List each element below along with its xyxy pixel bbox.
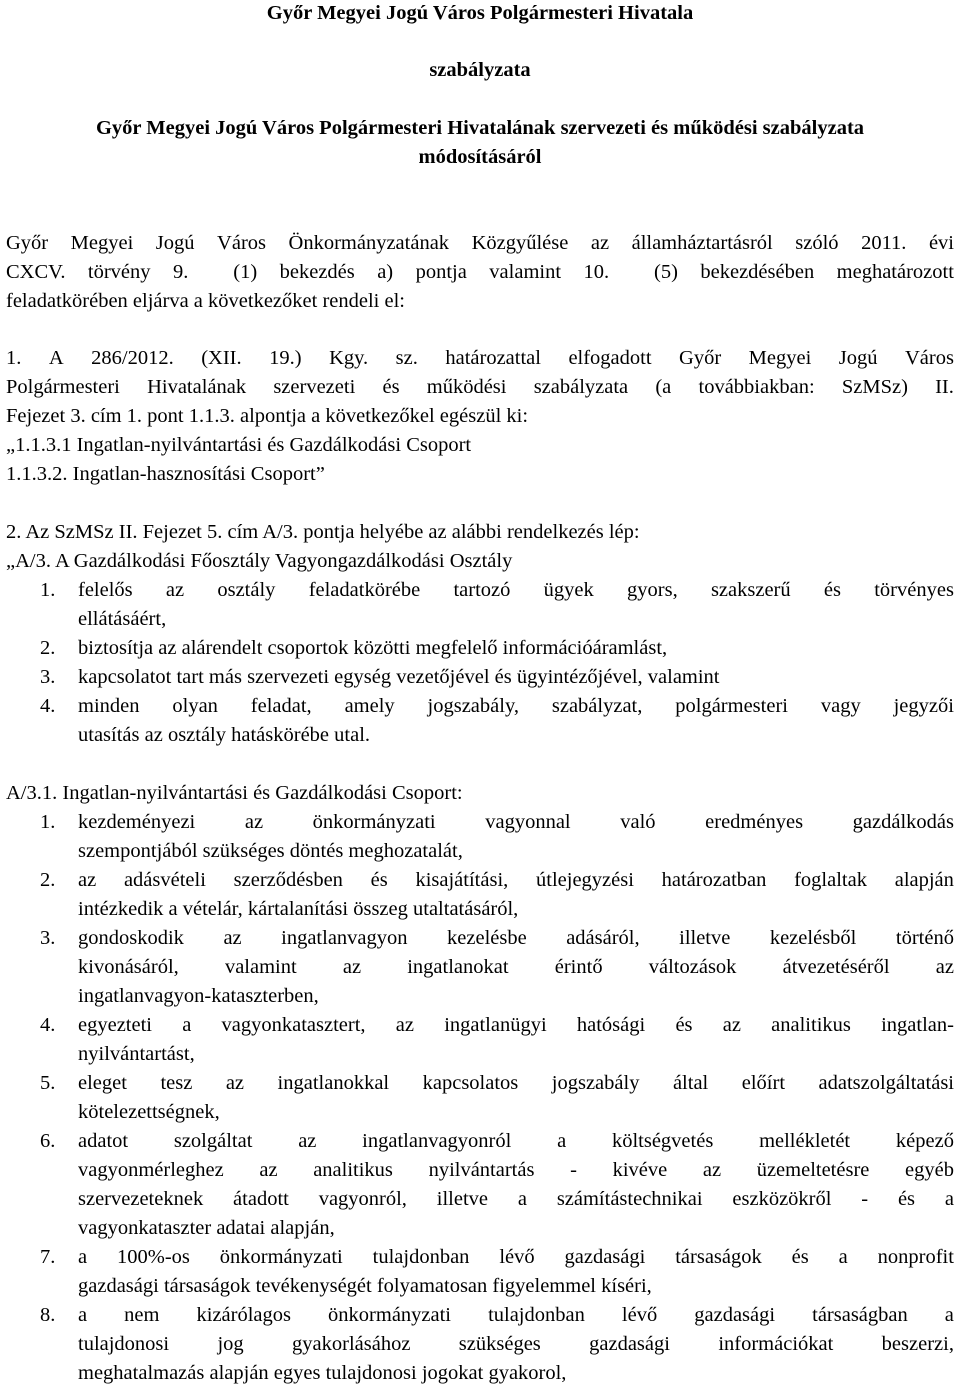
word: tulajdonosi bbox=[78, 1333, 170, 1355]
word: évi bbox=[928, 232, 954, 254]
word: felelős bbox=[78, 579, 133, 601]
word: gazdálkodás bbox=[852, 811, 954, 833]
word: az bbox=[259, 1159, 278, 1181]
word: egyezteti bbox=[78, 1014, 152, 1036]
word: határozatban bbox=[661, 869, 767, 891]
word: eleget bbox=[78, 1072, 127, 1094]
preamble-line-1 bbox=[6, 230, 954, 257]
word: nyilvántartás bbox=[428, 1159, 535, 1181]
word: és bbox=[370, 869, 388, 891]
word: gyors, bbox=[627, 579, 678, 601]
list-item-number: 4. bbox=[40, 1014, 56, 1036]
section1-line-2 bbox=[6, 374, 954, 401]
word: valamint bbox=[489, 261, 562, 283]
word: ügyek bbox=[543, 579, 594, 601]
list-item-line bbox=[78, 1157, 954, 1184]
preamble-line-3: feladatkörében eljárva a következőket rendeli el: bbox=[6, 290, 405, 312]
word: adatszolgáltatási bbox=[818, 1072, 954, 1094]
list-item-line bbox=[78, 1070, 954, 1097]
word: ingatlan- bbox=[881, 1014, 954, 1036]
word: hatósági bbox=[576, 1014, 646, 1036]
word: eredményes bbox=[705, 811, 804, 833]
word: nem bbox=[124, 1304, 160, 1326]
word: kezelésbe bbox=[447, 927, 527, 949]
word: az bbox=[244, 811, 264, 833]
word: Hivatalának bbox=[147, 376, 247, 398]
word: gyakorlásához bbox=[292, 1333, 411, 1355]
word: változások bbox=[648, 956, 737, 978]
word: beszerzi, bbox=[881, 1333, 954, 1355]
word: Közgyűlése bbox=[471, 232, 569, 254]
word: vagy bbox=[820, 695, 861, 717]
word: Polgármesteri bbox=[6, 376, 120, 398]
word: információkat bbox=[718, 1333, 834, 1355]
word: ingatlanokat bbox=[407, 956, 509, 978]
word: az bbox=[590, 232, 610, 254]
word: tartozó bbox=[453, 579, 511, 601]
word: (1) bbox=[233, 261, 258, 283]
word: gazdasági bbox=[564, 1246, 646, 1268]
word: kivonásáról, bbox=[78, 956, 179, 978]
word: érintő bbox=[554, 956, 603, 978]
word: analitikus bbox=[771, 1014, 851, 1036]
word: ingatlanokkal bbox=[277, 1072, 390, 1094]
list-item-line: ellátásáért, bbox=[78, 608, 167, 630]
word: a bbox=[517, 1188, 527, 1210]
word: 10. bbox=[583, 261, 610, 283]
word: szabályzat, bbox=[551, 695, 643, 717]
word: 286/2012. bbox=[91, 347, 174, 369]
word: tulajdonban bbox=[372, 1246, 470, 1268]
list-item-line: kapcsolatot tart más szervezeti egység vezetőjével és ügyintézőjével, valamint bbox=[78, 666, 720, 688]
word: az bbox=[298, 1130, 317, 1152]
word: határozattal bbox=[445, 347, 541, 369]
word: az bbox=[165, 579, 185, 601]
word: kezelésből bbox=[769, 927, 857, 949]
list-item-line: utasítás az osztály hatáskörébe utal. bbox=[78, 724, 371, 746]
word: önkormányzati bbox=[219, 1246, 343, 1268]
word: társaságok bbox=[675, 1246, 762, 1268]
word: történő bbox=[895, 927, 954, 949]
word: bekezdésében bbox=[700, 261, 815, 283]
word: törvényes bbox=[874, 579, 954, 601]
word: amely bbox=[344, 695, 395, 717]
word: tesz bbox=[160, 1072, 193, 1094]
word: tulajdonban bbox=[488, 1304, 585, 1326]
word: polgármesteri bbox=[675, 695, 788, 717]
list-item-number: 8. bbox=[40, 1304, 56, 1326]
word: üzemeltetésre bbox=[756, 1159, 870, 1181]
word: alapján bbox=[894, 869, 954, 891]
word: az bbox=[722, 1014, 741, 1036]
word: Jogú bbox=[838, 347, 878, 369]
word: analitikus bbox=[313, 1159, 393, 1181]
word: az bbox=[395, 1014, 414, 1036]
word: Önkormányzatának bbox=[288, 232, 450, 254]
list-item-line bbox=[78, 809, 954, 836]
section1-line-4: „1.1.3.1 Ingatlan-nyilvántartási és Gazdálkodási Csoport bbox=[6, 434, 472, 456]
word: számítástechnikai bbox=[556, 1188, 703, 1210]
word: szükséges bbox=[458, 1333, 541, 1355]
word: foglaltak bbox=[794, 869, 867, 891]
list-item-line bbox=[78, 867, 954, 894]
subsection-title: A/3.1. Ingatlan-nyilvántartási és Gazdálkodási Csoport: bbox=[6, 782, 463, 804]
section1-line-1 bbox=[6, 345, 954, 372]
word: a bbox=[944, 1188, 954, 1210]
word: adásáról, bbox=[566, 927, 640, 949]
word: lévő bbox=[499, 1246, 535, 1268]
section2-line-1: 2. Az SzMSz II. Fejezet 5. cím A/3. pontja helyébe az alábbi rendelkezés lép: bbox=[6, 521, 640, 543]
word: II. bbox=[935, 376, 954, 398]
word: CXCV. bbox=[6, 261, 66, 283]
word: kivéve bbox=[612, 1159, 668, 1181]
list-item-line bbox=[78, 1331, 954, 1358]
word: szóló bbox=[795, 232, 839, 254]
list-item-line: szempontjából szükséges döntés meghozatalát, bbox=[78, 840, 463, 862]
word: az bbox=[78, 869, 97, 891]
word: önkormányzati bbox=[312, 811, 436, 833]
word: költségvetés bbox=[611, 1130, 714, 1152]
word: szerződésben bbox=[233, 869, 343, 891]
subject-line-1: Győr Megyei Jogú Város Polgármesteri Hivatalának szervezeti és működési szabályzata bbox=[95, 117, 865, 139]
word: Jogú bbox=[155, 232, 195, 254]
word: 19.) bbox=[269, 347, 302, 369]
list-item-number: 7. bbox=[40, 1246, 56, 1268]
word: jogszabály bbox=[551, 1072, 640, 1094]
list-item-line: nyilvántartást, bbox=[78, 1043, 195, 1065]
word: vagyonról, bbox=[318, 1188, 407, 1210]
word: a bbox=[557, 1130, 567, 1152]
word: nonprofit bbox=[877, 1246, 954, 1268]
list-item-number: 5. bbox=[40, 1072, 56, 1094]
list-item-number: 6. bbox=[40, 1130, 56, 1152]
word: feladat, bbox=[250, 695, 312, 717]
word: a bbox=[182, 1014, 192, 1036]
word: Város bbox=[905, 347, 954, 369]
preamble-line-2 bbox=[6, 259, 954, 286]
list-item-line bbox=[78, 1012, 954, 1039]
word: útlejegyzési bbox=[536, 869, 634, 891]
word: az bbox=[223, 927, 242, 949]
list-item-line bbox=[78, 954, 954, 981]
list-item-line bbox=[78, 1186, 954, 1213]
word: Megyei bbox=[70, 232, 134, 254]
word: és bbox=[675, 1014, 693, 1036]
word: Megyei bbox=[748, 347, 812, 369]
list-item-line: meghatalmazás alapján egyes tulajdonosi jogokat gyakorol, bbox=[78, 1362, 567, 1384]
word: az bbox=[225, 1072, 245, 1094]
list-item-number: 3. bbox=[40, 666, 56, 688]
list-item-line bbox=[78, 577, 954, 604]
word: elfogadott bbox=[568, 347, 652, 369]
word: államháztartásról bbox=[631, 232, 773, 254]
word: Győr bbox=[679, 347, 722, 369]
section2-line-2: „A/3. A Gazdálkodási Főosztály Vagyongazdálkodási Osztály bbox=[6, 550, 513, 572]
word: a bbox=[838, 1246, 848, 1268]
word: kezdeményezi bbox=[78, 811, 196, 833]
word: által bbox=[672, 1072, 709, 1094]
list-item-number: 1. bbox=[40, 579, 56, 601]
word: lévő bbox=[621, 1304, 658, 1326]
word: eszközökről bbox=[732, 1188, 832, 1210]
word: és bbox=[382, 376, 400, 398]
doc-type: szabályzata bbox=[429, 59, 531, 81]
word: osztály bbox=[217, 579, 276, 601]
word: illetve bbox=[436, 1188, 489, 1210]
word: jog bbox=[217, 1333, 244, 1355]
word: szervezeteknek bbox=[78, 1188, 204, 1210]
word: vagyonkatasztert, bbox=[221, 1014, 366, 1036]
word: vagyonmérleghez bbox=[78, 1159, 224, 1181]
word: és bbox=[791, 1246, 809, 1268]
list-item-line: intézkedik a vételár, kártalanítási összeg utaltatásáról, bbox=[78, 898, 519, 920]
word: törvény bbox=[87, 261, 151, 283]
list-item-line: vagyonkataszter adatai alapján, bbox=[78, 1217, 335, 1239]
word: - bbox=[570, 1159, 577, 1181]
word: minden bbox=[78, 695, 140, 717]
word: 1. bbox=[6, 347, 22, 369]
list-item-line: kötelezettségnek, bbox=[78, 1101, 220, 1123]
word: mellékletét bbox=[759, 1130, 851, 1152]
word: adatot bbox=[78, 1130, 129, 1152]
word: illetve bbox=[679, 927, 731, 949]
word: pontja bbox=[415, 261, 467, 283]
list-item-number: 4. bbox=[40, 695, 56, 717]
section1-line-5: 1.1.3.2. Ingatlan-hasznosítási Csoport” bbox=[6, 463, 325, 485]
word: társaságban bbox=[812, 1304, 908, 1326]
word: kisajátítási, bbox=[415, 869, 509, 891]
list-item-number: 2. bbox=[40, 637, 56, 659]
word: képező bbox=[895, 1130, 954, 1152]
word: (XII. bbox=[201, 347, 242, 369]
word: ingatlanügyi bbox=[444, 1014, 547, 1036]
list-item-line: gazdasági társaságok tevékenységét folyamatosan figyelemmel kíséri, bbox=[78, 1275, 652, 1297]
word: átvezetéséről bbox=[782, 956, 890, 978]
word: feladatkörébe bbox=[308, 579, 421, 601]
list-item-line bbox=[78, 1302, 954, 1329]
list-item-line bbox=[78, 1244, 954, 1271]
word: és bbox=[897, 1188, 916, 1210]
word: kizárólagos bbox=[196, 1304, 291, 1326]
word: olyan bbox=[172, 695, 218, 717]
word: - bbox=[861, 1188, 869, 1210]
word: jegyzői bbox=[893, 695, 954, 717]
list-item-number: 2. bbox=[40, 869, 56, 891]
word: az bbox=[702, 1159, 722, 1181]
word: továbbiakban: bbox=[698, 376, 815, 398]
list-item-line bbox=[78, 693, 954, 720]
word: jogszabály, bbox=[427, 695, 519, 717]
word: bekezdés bbox=[279, 261, 355, 283]
word: a bbox=[78, 1304, 88, 1326]
word: és bbox=[823, 579, 841, 601]
word: valamint bbox=[224, 956, 297, 978]
section1-line-3: Fejezet 3. cím 1. pont 1.1.3. alpontja a következőkel egészül ki: bbox=[6, 405, 529, 427]
word: ingatlanvagyonról bbox=[362, 1130, 512, 1152]
word: (5) bbox=[654, 261, 678, 283]
word: Kgy. bbox=[329, 347, 369, 369]
word: gazdasági bbox=[589, 1333, 670, 1355]
word: meghatározott bbox=[836, 261, 954, 283]
word: 100%-os bbox=[117, 1246, 190, 1268]
word: az bbox=[935, 956, 954, 978]
word: sz. bbox=[395, 347, 418, 369]
word: gazdasági bbox=[694, 1304, 776, 1326]
word: a) bbox=[377, 261, 394, 283]
word: Győr bbox=[6, 232, 49, 254]
word: (a bbox=[655, 376, 672, 398]
word: adásvételi bbox=[123, 869, 206, 891]
word: a bbox=[78, 1246, 88, 1268]
word: vagyonnal bbox=[485, 811, 571, 833]
list-item-line bbox=[78, 1128, 954, 1155]
org-title: Győr Megyei Jogú Város Polgármesteri Hivatala bbox=[266, 2, 694, 24]
list-item-number: 3. bbox=[40, 927, 56, 949]
word: szolgáltat bbox=[173, 1130, 253, 1152]
word: gondoskodik bbox=[78, 927, 184, 949]
subject-line-2: módosításáról bbox=[418, 146, 542, 168]
word: ingatlanvagyon bbox=[281, 927, 408, 949]
word: szabályzata bbox=[533, 376, 629, 398]
word: önkormányzati bbox=[328, 1304, 452, 1326]
word: SzMSz) bbox=[841, 376, 908, 398]
list-item-number: 1. bbox=[40, 811, 56, 833]
word: előírt bbox=[741, 1072, 786, 1094]
word: szakszerű bbox=[710, 579, 791, 601]
word: Város bbox=[217, 232, 267, 254]
word: a bbox=[944, 1304, 954, 1326]
word: való bbox=[620, 811, 656, 833]
list-item-line bbox=[78, 925, 954, 952]
word: az bbox=[342, 956, 362, 978]
list-item-line: ingatlanvagyon-kataszterben, bbox=[78, 985, 319, 1007]
word: kapcsolatos bbox=[422, 1072, 519, 1094]
word: 2011. bbox=[861, 232, 907, 254]
word: egyéb bbox=[905, 1159, 954, 1181]
word: A bbox=[48, 347, 64, 369]
list-item-line: biztosítja az alárendelt csoportok közötti megfelelő információáramlást, bbox=[78, 637, 668, 659]
word: átadott bbox=[233, 1188, 289, 1210]
word: szervezeti bbox=[273, 376, 356, 398]
word: működési bbox=[426, 376, 507, 398]
word: 9. bbox=[172, 261, 189, 283]
